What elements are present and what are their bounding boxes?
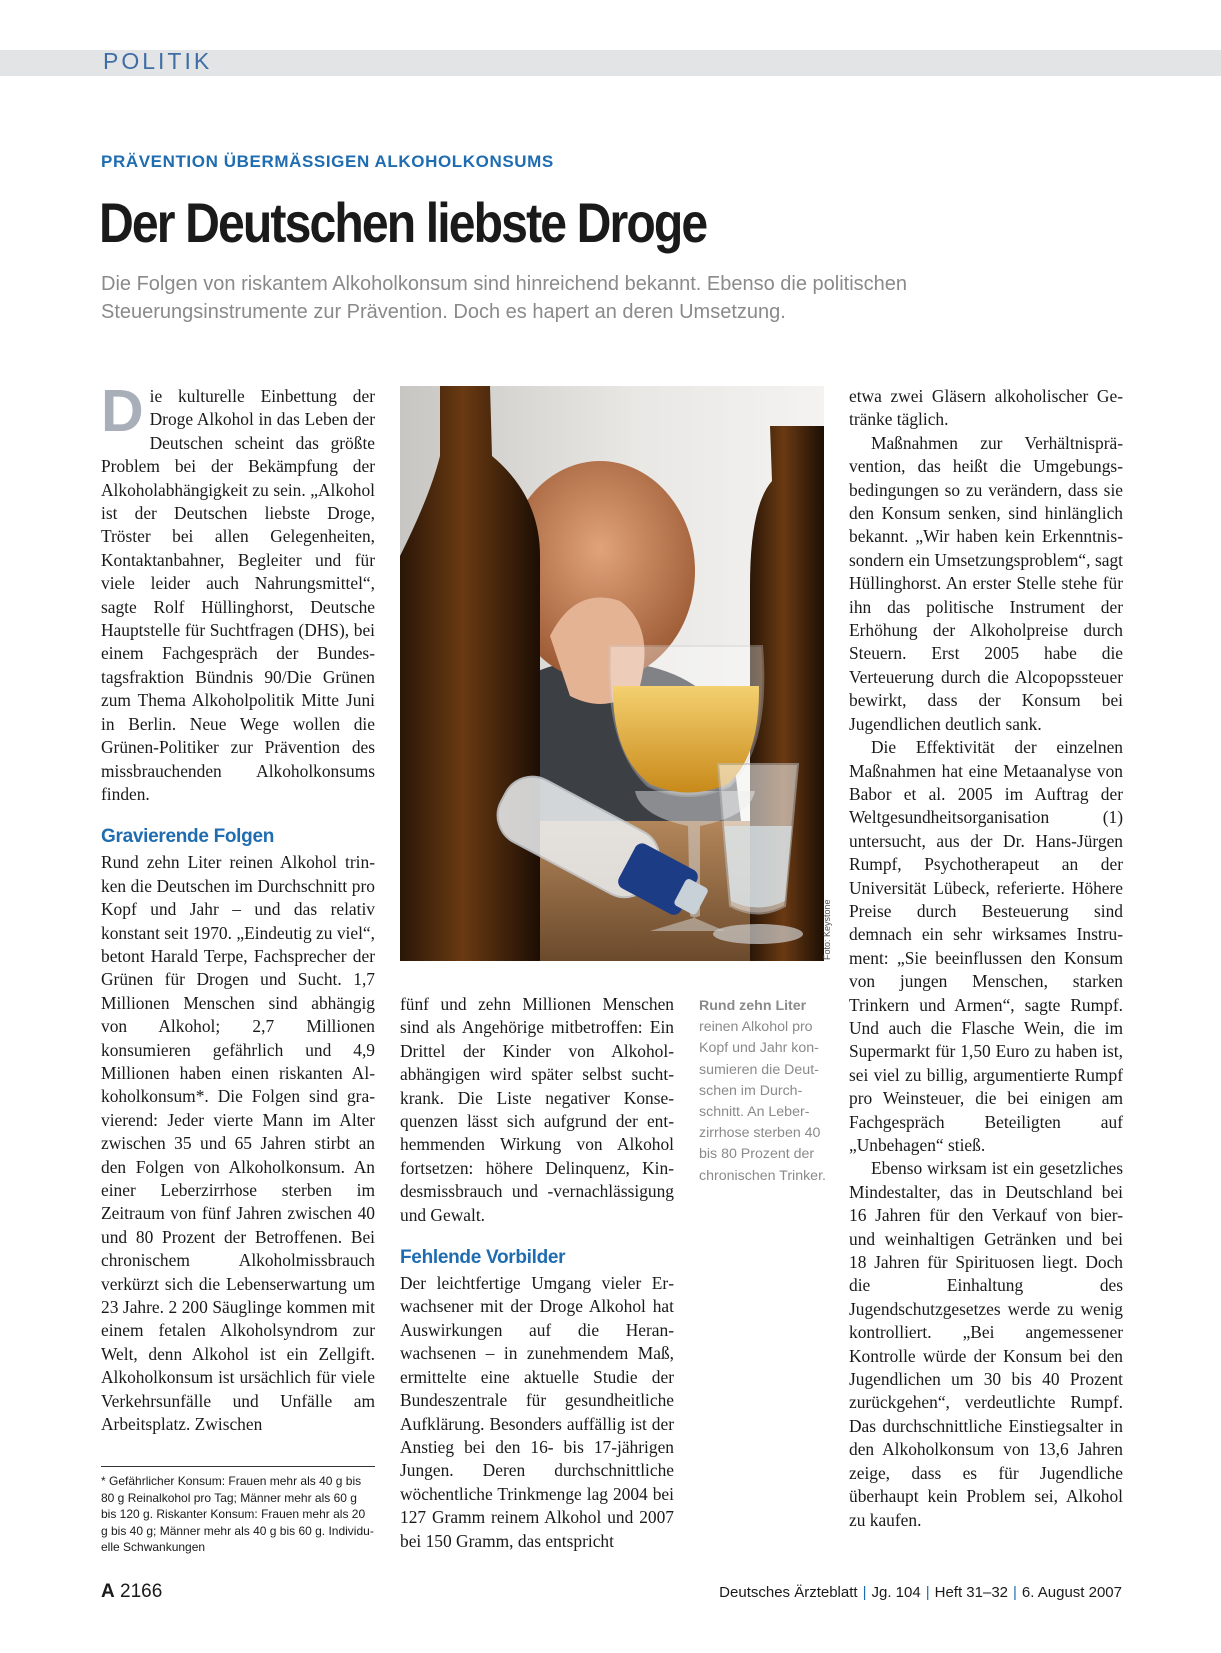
subheading-gravierende-folgen: Gravierende Folgen: [101, 826, 275, 848]
text-column-2: [400, 993, 674, 1553]
footnote: * Gefährlicher Konsum: Frauen mehr als 40 g bis 80 g Reinalkohol pro Tag; Männer mehr als 60 g bis 120 g. Riskanter Konsum: Frauen mehr als 20 g bis 40 g; Männer mehr als 40 g bis 60 g. Individuelle Schwankungen: [101, 1466, 375, 1556]
article-headline: Der Deutschen liebste Droge: [99, 191, 707, 254]
journal-issue: Heft 31–32: [934, 1584, 1008, 1601]
journal-date: 6. August 2007: [1021, 1584, 1122, 1601]
page-prefix: A: [101, 1581, 115, 1602]
drop-cap: D: [101, 378, 144, 444]
paragraph: fünf und zehn Millionen Menschen sind als Angehörige mitbetroffen: Ein Drittel der Kinder von Alkoholabhängigen wird später selbst suchtkrank. Die Liste negativer Konsequenzen lässt sich aufgrund der enthemmenden Wirkung von Alkohol fortsetzen: höhere Delinquenz, Kindesmissbrauch und -vernachlässigung und Gewalt.: [400, 994, 674, 1225]
paragraph: Die Effektivität der einzelnen Maßnahmen hat eine Metaanalyse von Babor et al. 2005 im Auftrag der Weltgesundheitsorganisation (1) untersucht, aus der Dr. Hans-Jürgen Rumpf, Psychotherapeut an der Universität Lübeck, referierte. Höhere Preise durch Besteuerung sind demnach ein sehr wirksames Instrument: „Sie beeinflussen den Konsum von jungen Menschen, starken Trinkern und Armen“, sagte Rumpf. Und auch die Flasche Wein, die im Supermarkt für 1,50 Euro zu haben ist, sei viel zu billig, argumentierte Rumpf pro Weinsteuer, die bei einigen am Fachgespräch Beteiligten auf „Unbehagen“ stieß.: [849, 737, 1123, 1155]
article-photo: [400, 386, 824, 961]
photo-caption: [699, 996, 829, 1187]
article-lede: Die Folgen von riskantem Alkoholkonsum sind hinreichend bekannt. Ebenso die politischen Steuerungsinstrumente zur Prävention. Doch es hapert an deren Umsetzung.: [101, 273, 908, 323]
caption-lead: Rund zehn Liter: [699, 998, 807, 1014]
page-number-value: 2166: [120, 1581, 163, 1602]
photo-illustration: [400, 386, 824, 961]
section-label: POLITIK: [103, 48, 213, 74]
paragraph: Ebenso wirksam ist ein gesetzliches Mindestalter, das in Deutschland bei 16 Jahren für den Verkauf von bier- und weinhaltigen Getränken und bei 18 Jahren für Spirituosen liegt. Doch die Einhaltung des Jugendschutzgesetzes werde zu wenig kontrolliert. „Bei angemessener Kontrolle würde der Konsum bei den Jugendlichen um 30 bis 40 Prozent zurückgehen“, verdeutlichte Rumpf. Das durchschnittliche Einstiegsalter in den Alkoholkonsum von 13,6 Jahren zeige, dass es für Jugendliche überhaupt kein Problem sei, Alkohol zu kaufen.: [849, 1158, 1123, 1530]
paragraph: [101, 378, 375, 806]
page-number: [101, 1581, 162, 1603]
journal-name: Deutsches Ärzteblatt: [719, 1584, 858, 1601]
text-column-3: [849, 385, 1123, 1532]
paragraph: Maßnahmen zur Verhältnisprävention, das heißt die Umgebungsbedingungen so zu verändern, dass sie den Konsum senken, sind hinlänglich bekannt. „Wir haben kein Erkenntnis- sondern ein Umsetzungsproblem“, sagt Hüllinghorst. An erster Stelle stehe für ihn das politische Instrument der Erhöhung der Alkoholpreise durch Steuern. Erst 2005 habe die Verteuerung durch die Alcopopssteuer bewirkt, dass der Konsum bei Jugendlichen deutlich sank.: [849, 432, 1123, 734]
paragraph: etwa zwei Gläsern alkoholischer Getränke täglich.: [849, 386, 1123, 430]
photo-credit: Foto: Keystone: [822, 899, 832, 960]
caption-text: reinen Alkohol pro Kopf und Jahr konsumieren die Deutschen im Durchschnitt. An Leberzirrhose sterben 40 bis 80 Prozent der chronischen Trinker.: [699, 1019, 826, 1184]
paragraph: Der leichtfertige Umgang vieler Erwachsener mit der Droge Alkohol hat Auswirkungen auf die Heranwachsenen – in zunehmendem Maß, ermittelte eine aktuelle Studie der Bundeszentrale für gesundheitliche Aufklärung. Besonders auffällig ist der Anstieg bei den 16- bis 17-jährigen Jungen. Deren durchschnittliche wöchentliche Trinkmenge lag 2004 bei 127 Gramm reinem Alkohol und 2007 bei 150 Gramm, das entspricht: [400, 1273, 674, 1551]
journal-volume: Jg. 104: [871, 1584, 921, 1601]
paragraph: Rund zehn Liter reinen Alkohol trinken die Deutschen im Durchschnitt pro Kopf und Jahr – und das relativ konstant seit 1970. „Eindeutig zu viel“, betont Harald Terpe, Fachsprecher der Grünen für Drogen und Sucht. 1,7 Millionen Menschen sind abhängig von Alkohol; 2,7 Millionen konsumieren gefährlich und 4,9 Millionen haben einen riskanten Alkoholkonsum*. Die Folgen sind gravierend: Jeder vierte Mann im Alter zwischen 35 und 65 Jahren stirbt an den Folgen von Alkoholkonsum. An einer Leberzirrhose sterben im Zeitraum von fünf Jahren zwischen 40 und 80 Prozent der Betroffenen. Bei chronischem Alkoholmissbrauch verkürzt sich die Lebenserwartung um 23 Jahre. 2 200 Säuglinge kommen mit einem fetalen Alkoholsyndrom zur Welt, denn Alkohol ist ein Zellgift. Alkoholkonsum ist ursächlich für viele Verkehrsunfälle und Unfälle am Arbeitsplatz. Zwischen: [101, 852, 375, 1435]
text-column-1: [101, 378, 375, 1436]
paragraph-text: ie kulturelle Einbettung der Droge Alkohol in das Leben der Deutschen scheint das größte Problem bei der Bekämpfung der Alkoholabhängigkeit zu sein. „Alkohol ist der Deutschen liebste Droge, Tröster bei allen Gelegenheiten, Kontaktanbahner, Begleiter und für viele leider auch Nahrungsmittel“, sagte Rolf Hüllinghorst, Deutsche Hauptstelle für Suchtfragen (DHS), bei einem Fachgespräch der Bundestagsfraktion Bündnis 90/Die Grünen zum Thema Alkoholpolitik Mitte Juni in Berlin. Neue Wege wollen die Grünen-Politiker zur Prävention des missbrauchenden Alkoholkonsums finden.: [101, 386, 375, 804]
article-kicker: PRÄVENTION ÜBERMÄSSIGEN ALKOHOLKONSUMS: [101, 152, 554, 171]
journal-info: Deutsches Ärzteblatt | Jg. 104 | Heft 31–32 | 6. August 2007: [719, 1584, 1122, 1601]
subheading-fehlende-vorbilder: Fehlende Vorbilder: [400, 1247, 566, 1269]
